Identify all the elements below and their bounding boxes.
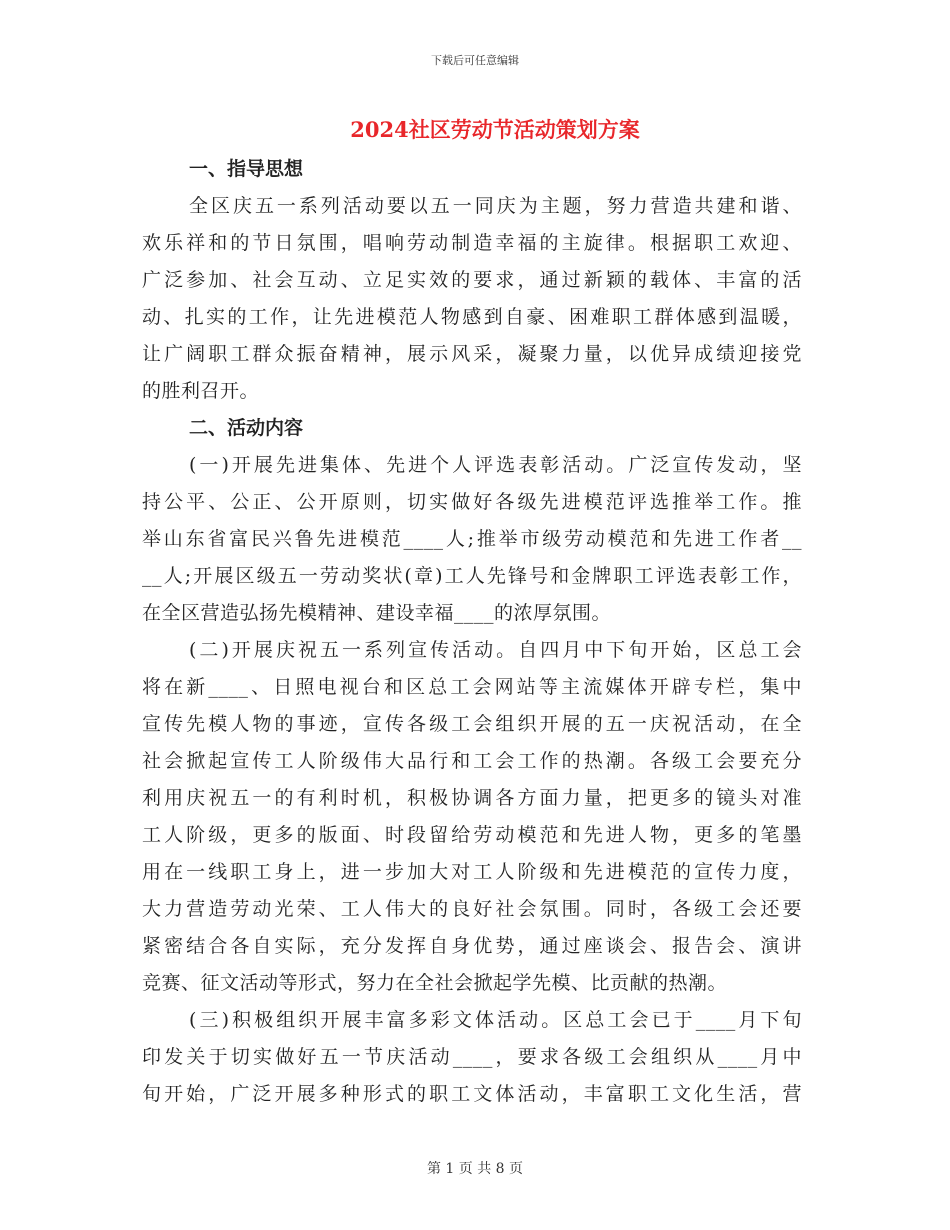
text-line: 旬开始，广泛开展多种形式的职工文体活动，丰富职工文化生活，营 [142,1083,802,1105]
text-line: 工人阶级，更多的版面、时段留给劳动模范和先进人物，更多的笔墨 [142,824,802,846]
text-line: (二)开展庆祝五一系列宣传活动。自四月中下旬开始，区总工会 [189,639,802,661]
text-line: 宣传先模人物的事迹，宣传各级工会组织开展的五一庆祝活动，在全 [142,713,802,735]
text-line: (一)开展先进集体、先进个人评选表彰活动。广泛宣传发动，坚 [189,454,802,476]
page-header: 下载后可任意编辑 [431,54,519,67]
text-line: (三)积极组织开展丰富多彩文体活动。区总工会已于____月下旬 [189,1009,802,1031]
document-title: 2024社区劳动节活动策划方案 [350,117,640,142]
text-line: 欢乐祥和的节日氛围，唱响劳动制造幸福的主旋律。根据职工欢迎、 [142,232,802,254]
text-line: 举山东省富民兴鲁先进模范____人;推举市级劳动模范和先进工作者__ [142,528,802,550]
text-line: 将在新____、日照电视台和区总工会网站等主流媒体开辟专栏，集中 [142,676,802,698]
text-line: 全区庆五一系列活动要以五一同庆为主题，努力营造共建和谐、 [189,195,802,217]
text-line: __人;开展区级五一劳动奖状(章)工人先锋号和金牌职工评选表彰工作， [142,565,802,587]
text-line: 在全区营造弘扬先模精神、建设幸福____的浓厚氛围。 [142,602,612,624]
text-line: 持公平、公正、公开原则，切实做好各级先进模范评选推举工作。推 [142,491,802,513]
text-line: 竞赛、征文活动等形式，努力在全社会掀起学先模、比贡献的热潮。 [142,972,728,994]
text-line: 社会掀起宣传工人阶级伟大品行和工会工作的热潮。各级工会要充分 [142,750,802,772]
page-footer: 第 1 页 共 8 页 [426,1161,524,1177]
text-line: 用在一线职工身上，进一步加大对工人阶级和先进模范的宣传力度， [142,861,802,883]
document-body [142,151,802,1113]
section-heading: 二、活动内容 [189,417,304,439]
text-line: 广泛参加、社会互动、立足实效的要求，通过新颖的载体、丰富的活 [142,269,802,291]
text-line: 的胜利召开。 [142,380,260,402]
text-line: 动、扎实的工作，让先进模范人物感到自豪、困难职工群体感到温暖， [142,306,802,328]
text-line: 紧密结合各自实际，充分发挥自身优势，通过座谈会、报告会、演讲 [142,935,802,957]
text-line: 利用庆祝五一的有利时机，积极协调各方面力量，把更多的镜头对准 [142,787,802,809]
text-line: 印发关于切实做好五一节庆活动____，要求各级工会组织从____月中 [142,1046,802,1068]
text-line: 让广阔职工群众振奋精神，展示风采，凝聚力量，以优异成绩迎接党 [142,343,802,365]
text-line: 大力营造劳动光荣、工人伟大的良好社会氛围。同时，各级工会还要 [142,898,802,920]
section-heading: 一、指导思想 [189,158,304,180]
